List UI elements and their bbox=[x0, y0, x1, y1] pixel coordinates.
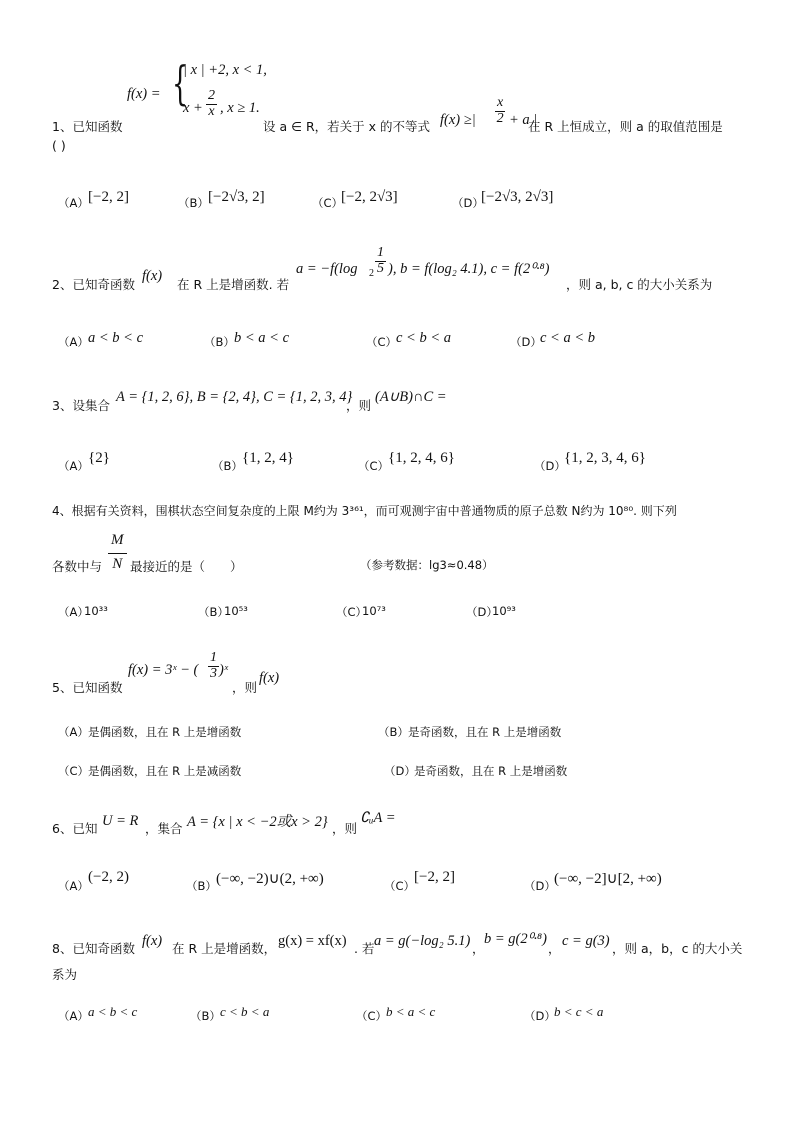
q2-tail: ，则 a, b, c 的大小关系为 bbox=[566, 277, 713, 292]
q8-option-b-label[interactable]: （B） bbox=[190, 1009, 221, 1023]
q8-lead: 8、已知奇函数 bbox=[52, 941, 135, 956]
q4-option-d-value[interactable]: 10⁹³ bbox=[492, 604, 516, 618]
q4-option-a-value[interactable]: 10³³ bbox=[84, 604, 108, 618]
q3-option-d-value[interactable]: {1, 2, 3, 4, 6} bbox=[564, 450, 646, 466]
q6-complement: ∁ᵤA = bbox=[360, 810, 396, 826]
q1-lead: 1、已知函数 bbox=[52, 119, 123, 134]
q6-option-b-value[interactable]: (−∞, −2)∪(2, +∞) bbox=[216, 871, 324, 887]
q5-fraction: $\frac{1}{3}$ bbox=[210, 650, 217, 681]
q1-case2-pre: x + bbox=[183, 100, 203, 116]
q1-option-d-value[interactable]: [−2√3, 2√3] bbox=[481, 189, 554, 205]
q8-sep2: ， bbox=[548, 941, 561, 956]
q5-option-b-label[interactable]: （B） bbox=[378, 725, 409, 739]
q2-expr-a-frac: $\frac{1}{5}$ bbox=[377, 245, 384, 276]
q1-ineq-pre: f(x) ≥| bbox=[440, 112, 476, 128]
q8-sep1: ， bbox=[472, 941, 485, 956]
q3-lead: 3、设集合 bbox=[52, 398, 110, 413]
q5-option-c-value[interactable]: 是偶函数，且在 R 上是减函数 bbox=[88, 764, 242, 778]
q4-option-a-label[interactable]: （A） bbox=[58, 605, 89, 619]
q6-option-d-value[interactable]: (−∞, −2]∪[2, +∞) bbox=[554, 871, 662, 887]
q2-f: f(x) bbox=[142, 268, 163, 284]
q6-universe: U = R bbox=[102, 813, 139, 829]
q1-case2-post: , x ≥ 1. bbox=[220, 100, 260, 116]
q8-b: b = g(2⁰·⁸) bbox=[484, 931, 547, 947]
q4-lead2: 各数中与 bbox=[52, 559, 103, 574]
q8-option-b-value[interactable]: c < b < a bbox=[220, 1004, 270, 1019]
q1-option-c-value[interactable]: [−2, 2√3] bbox=[341, 189, 398, 205]
q8-mid: 在 R 上是增函数， bbox=[172, 941, 277, 956]
q8-option-c-value[interactable]: b < a < c bbox=[386, 1004, 436, 1019]
q8-option-a-value[interactable]: a < b < c bbox=[88, 1004, 138, 1019]
q2-option-c-label[interactable]: （C） bbox=[366, 335, 398, 349]
q2-option-b-value[interactable]: b < a < c bbox=[234, 330, 290, 346]
q8-option-c-label[interactable]: （C） bbox=[356, 1009, 388, 1023]
q2-expr-a: a = −f(log bbox=[296, 261, 358, 277]
q8-line2: 系为 bbox=[52, 967, 78, 982]
q5-option-d-label[interactable]: （D） bbox=[384, 764, 416, 778]
q2-expr-a-sub: 2 bbox=[369, 268, 374, 279]
q8-tail: ，则 a，b，c 的大小关 bbox=[612, 941, 743, 956]
q4-option-c-value[interactable]: 10⁷³ bbox=[362, 604, 386, 618]
q4-option-b-value[interactable]: 10⁵³ bbox=[224, 604, 248, 618]
q6-set: A = {x | x < −2或x > 2} bbox=[187, 814, 328, 830]
q1-option-a-value[interactable]: [−2, 2] bbox=[88, 189, 129, 205]
q6-option-b-label[interactable]: （B） bbox=[186, 879, 217, 893]
q3-option-b-label[interactable]: （B） bbox=[212, 459, 243, 473]
q2-option-c-value[interactable]: c < b < a bbox=[396, 330, 452, 346]
q1-option-b-value[interactable]: [−2√3, 2] bbox=[208, 189, 265, 205]
q1-ineq-frac: $\frac{x}{2}$ bbox=[496, 95, 504, 126]
q4-reference: （参考数据：lg3≈0.48） bbox=[360, 558, 494, 572]
q2-option-a-value[interactable]: a < b < c bbox=[88, 330, 144, 346]
q1-option-c-label[interactable]: （C） bbox=[312, 196, 344, 210]
q8-option-d-value[interactable]: b < c < a bbox=[554, 1004, 604, 1019]
q4-fraction: $\frac{M}{N}$ bbox=[108, 531, 127, 573]
q6-mid2: ，则 bbox=[332, 821, 358, 836]
q5-option-a-value[interactable]: 是偶函数，且在 R 上是增函数 bbox=[88, 725, 242, 739]
q2-mid: 在 R 上是增函数. 若 bbox=[177, 277, 290, 292]
q1-case2-frac: $\frac{2}{x}$ bbox=[208, 88, 215, 119]
q3-option-a-value[interactable]: {2} bbox=[88, 450, 110, 466]
q3-option-c-label[interactable]: （C） bbox=[358, 459, 390, 473]
q8-f: f(x) bbox=[142, 933, 163, 949]
q2-option-b-label[interactable]: （B） bbox=[204, 335, 235, 349]
q2-option-d-label[interactable]: （D） bbox=[510, 335, 542, 349]
q5-option-d-value[interactable]: 是奇函数，且在 R 上是增函数 bbox=[414, 764, 568, 778]
q6-option-a-label[interactable]: （A） bbox=[58, 879, 89, 893]
q8-a: a = g(−log₂ 5.1) bbox=[374, 933, 471, 949]
q6-option-a-value[interactable]: (−2, 2) bbox=[88, 869, 129, 885]
q8-g: g(x) = xf(x) bbox=[278, 933, 347, 949]
q3-expr: A = {1, 2, 6}, B = {2, 4}, C = {1, 2, 3, 4} bbox=[116, 389, 353, 405]
q6-option-c-value[interactable]: [−2, 2] bbox=[414, 869, 455, 885]
q6-lead: 6、已知 bbox=[52, 821, 98, 836]
q5-option-a-label[interactable]: （A） bbox=[58, 725, 89, 739]
q1-mid: 设 a ∈ R，若关于 x 的不等式 bbox=[263, 119, 430, 134]
q5-f: f(x) bbox=[259, 670, 280, 686]
q4-option-c-label[interactable]: （C） bbox=[336, 605, 368, 619]
q4-option-b-label[interactable]: （B） bbox=[198, 605, 229, 619]
q1-tail: 在 R 上恒成立，则 a 的取值范围是 bbox=[528, 119, 723, 134]
q3-mid: ，则 bbox=[346, 398, 372, 413]
q2-option-d-value[interactable]: c < a < b bbox=[540, 330, 596, 346]
q3-option-b-value[interactable]: {1, 2, 4} bbox=[242, 450, 294, 466]
q5-expr-post: )ˣ bbox=[219, 662, 228, 678]
q1-brace: { bbox=[172, 56, 189, 110]
q6-mid: ，集合 bbox=[145, 821, 183, 836]
q3-option-d-label[interactable]: （D） bbox=[534, 459, 566, 473]
q1-fx: f(x) = bbox=[127, 86, 161, 102]
q4-tail2: 最接近的是（ ） bbox=[130, 559, 243, 574]
q1-option-b-label[interactable]: （B） bbox=[178, 196, 209, 210]
q2-lead: 2、已知奇函数 bbox=[52, 277, 135, 292]
q8-c: c = g(3) bbox=[562, 933, 610, 949]
q2-option-a-label[interactable]: （A） bbox=[58, 335, 89, 349]
q4-line1: 4、根据有关资料，围棋状态空间复杂度的上限 M约为 3³⁶¹，而可观测宇宙中普通物质的原子总数 N约为 10⁸⁰. 则下列 bbox=[52, 504, 677, 518]
q5-option-b-value[interactable]: 是奇函数，且在 R 上是增函数 bbox=[408, 725, 562, 739]
q1-case1: | x | +2, x < 1, bbox=[183, 62, 267, 78]
q3-option-c-value[interactable]: {1, 2, 4, 6} bbox=[388, 450, 455, 466]
q5-option-c-label[interactable]: （C） bbox=[58, 764, 90, 778]
q8-mid2: . 若 bbox=[354, 941, 375, 956]
q5-lead: 5、已知函数 bbox=[52, 680, 123, 695]
q1-option-d-label[interactable]: （D） bbox=[452, 196, 484, 210]
q5-expr-pre: f(x) = 3ˣ − ( bbox=[128, 662, 199, 678]
q6-option-d-label[interactable]: （D） bbox=[524, 879, 556, 893]
q1-ineq-post: + a | bbox=[509, 112, 538, 128]
q3-option-a-label[interactable]: （A） bbox=[58, 459, 89, 473]
q2-expr-rest: ), b = f(log₂ 4.1), c = f(2⁰·⁸) bbox=[388, 261, 550, 277]
q5-tail: ，则 bbox=[232, 680, 258, 695]
q1-option-a-label[interactable]: （A） bbox=[58, 196, 89, 210]
q8-option-d-label[interactable]: （D） bbox=[524, 1009, 556, 1023]
q3-expr2: (A∪B)∩C = bbox=[375, 389, 447, 405]
q4-option-d-label[interactable]: （D） bbox=[466, 605, 498, 619]
q6-option-c-label[interactable]: （C） bbox=[384, 879, 416, 893]
q1-paren: ( ) bbox=[52, 138, 66, 153]
q8-option-a-label[interactable]: （A） bbox=[58, 1009, 89, 1023]
